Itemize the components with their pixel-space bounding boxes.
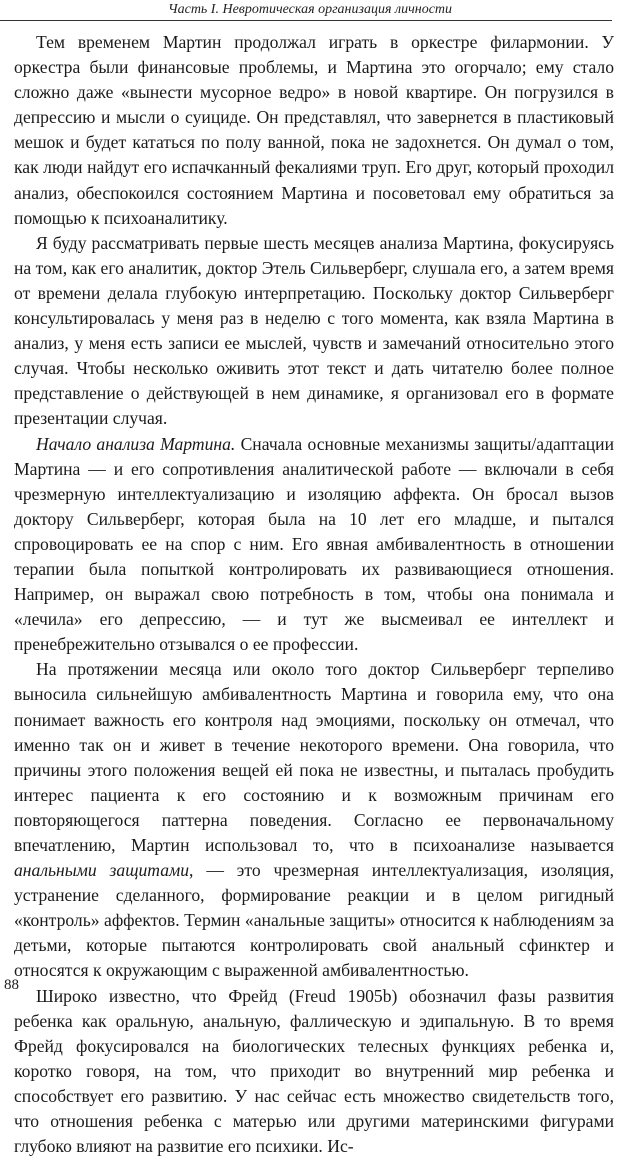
paragraph-4 [14,657,614,983]
paragraph-4-text-before: На протяжении месяца или около того доктор Сильверберг терпеливо выносила сильнейшую амбивалентность Мартина и говорила ему, что она понимает важность его контроля над эмоциями, поскольку он отмечал, что именно так он и живет в течение некоторого времени. Она говорила, что причины этого положения вещей ей пока не известны, и пыталась пробудить интерес пациента к его состоянию и к возможным причинам его повторяющегося паттерна поведения. Согласно ее первоначальному впечатлению, Мартин использовал то, что в психоанализе называется [14,659,614,855]
header-rule [0,20,612,21]
page-number: 88 [4,977,19,993]
paragraph-1: Тем временем Мартин продолжал играть в оркестре филармонии. У оркестра были финансовые проблемы, и Мартина это огорчало; ему стало сложно даже «вынести мусорное ведро» в новой квартире. Он погрузился в депрессию и мысли о суициде. Он представлял, что завернется в пластиковый мешок и будет кататься по полу ванной, пока не задохнется. Он думал о том, как люди найдут его испачканный фекалиями труп. Его друг, который проходил анализ, обеспокоился состоянием Мартина и посоветовал ему обратиться за помощью к психоаналитику. [14,32,614,228]
section-lead-heading: Начало анализа Мартина. [36,433,236,454]
paragraph-3-text: Сначала основные механизмы защиты/адаптации Мартина — и его сопротивления аналитической работе — включали в себя чрезмерную интеллектуализацию и изоляцию аффекта. Он бросал вызов доктору Сильверберг, которая была на 10 лет его младше, и пытался спровоцировать ее на спор с ним. Его явная амбивалентность в отношении терапии была попыткой контролировать их развивающиеся отношения. Например, он выражал свою потребность в том, чтобы она понимала и «лечила» его депрессию, — и тут же высмеивал ее интеллект и пренебрежительно отзывался о ее профессии. [14,433,614,655]
paragraph-4-text-after: , — это чрезмерная интеллектуализация, изоляция, устранение сделанного, формирование реакции и в целом ригидный «контроль» аффектов. Термин «анальные защиты» относится к наблюдениям за детьми, которые пытаются контролировать свой анальный сфинктер и относятся к окружающим с выраженной амбивалентностью. [14,860,614,981]
paragraph-5: Широко известно, что Фрейд (Freud 1905b) обозначил фазы развития ребенка как оральную, анальную, фаллическую и эдипальную. В то время Фрейд фокусировался на биологических телесных функциях ребенка и, коротко говоря, на том, что приходит во внутренний мир ребенка и способствует его развитию. У нас сейчас есть множество свидетельств того, что отношения ребенка с матерью или другими материнскими фигурами глубоко влияют на развитие его психики. Ис- [14,985,614,1157]
emphasized-term: анальными защитами [14,860,190,881]
paragraph-3 [14,432,614,658]
running-title: Часть I. Невротическая организация личности [167,2,453,17]
page-body [14,30,614,1159]
paragraph-2: Я буду рассматривать первые шесть месяцев анализа Мартина, фокусируясь на том, как его аналитик, доктор Этель Сильверберг, слушала его, а затем время от времени делала глубокую интерпретацию. Поскольку доктор Сильверберг консультировалась у меня раз в неделю с того момента, как взяла Мартина в анализ, у меня есть записи ее мыслей, чувств и замечаний относительно этого случая. Чтобы несколько оживить этот текст и дать читателю более полное представление о действующей в нем динамике, я организовал его в формате презентации случая. [14,232,614,429]
